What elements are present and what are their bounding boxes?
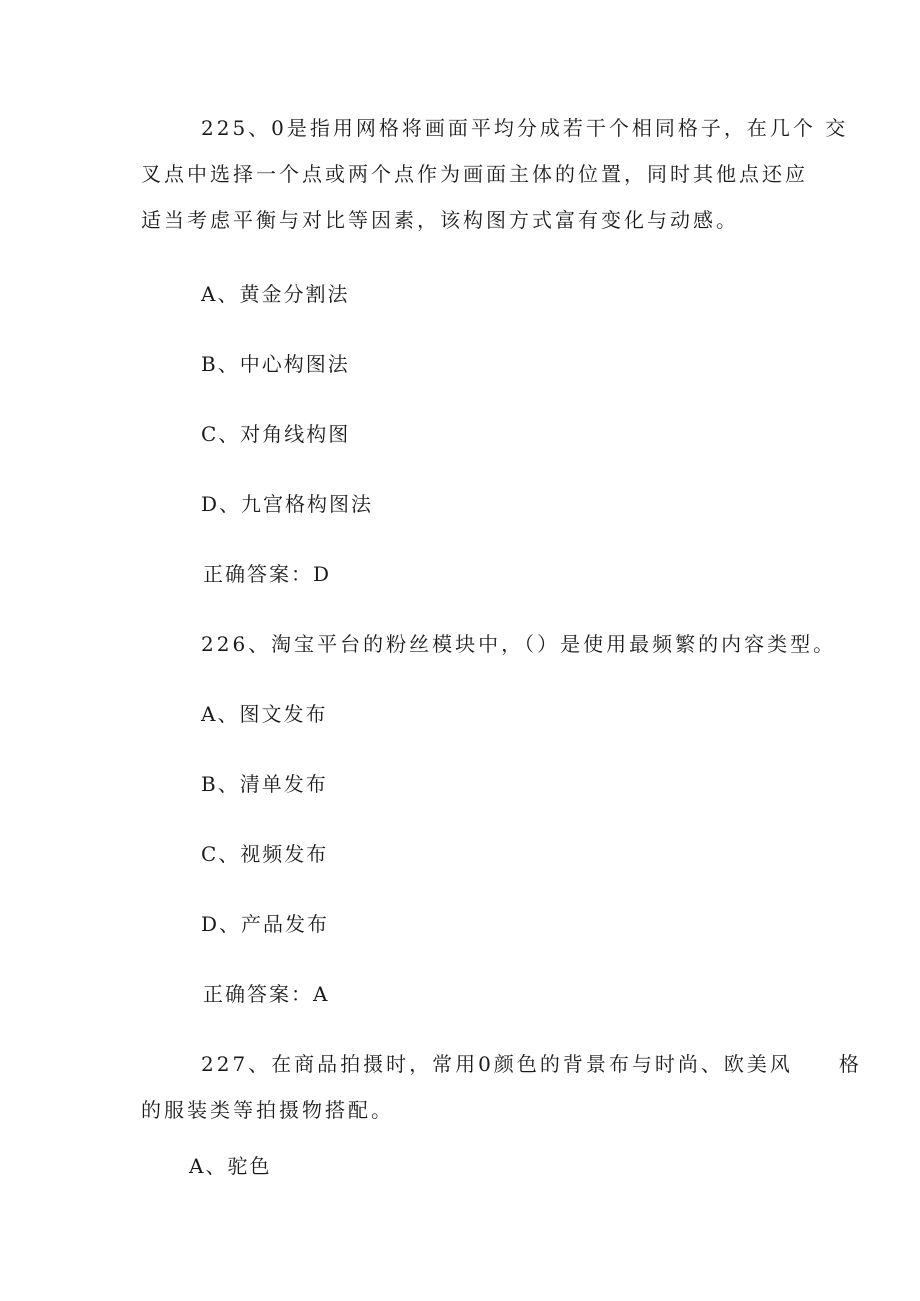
correct-answer: 正确答案：D [203,562,332,586]
option-c: C、对角线构图 [201,422,351,446]
option-a: A、驼色 [189,1154,272,1178]
option-d: D、产品发布 [201,912,330,936]
option-a: A、图文发布 [201,702,328,726]
correct-answer: 正确答案：A [203,982,330,1006]
option-b: B、中心构图法 [201,352,350,376]
option-c: C、视频发布 [201,842,329,866]
question-text-line: 226、淘宝平台的粉丝模块中，（）是使用最频繁的内容类型。 [201,632,837,656]
option-d: D、九宫格构图法 [201,492,374,516]
question-text-line: 叉点中选择一个点或两个点作为画面主体的位置，同时其他点还应 [141,162,808,186]
question-text-line: 适当考虑平衡与对比等因素，该构图方式富有变化与动感。 [141,208,739,232]
option-b: B、清单发布 [201,772,328,796]
option-a: A、黄金分割法 [201,282,350,306]
question-text-line: 225、0是指用网格将画面平均分成若干个相同格子，在几个 交 [201,116,849,140]
question-text-line: 227、在商品拍摄时，常用0颜色的背景布与时尚、欧美风 格 [201,1052,862,1076]
question-text-line: 的服装类等拍摄物搭配。 [141,1098,394,1122]
